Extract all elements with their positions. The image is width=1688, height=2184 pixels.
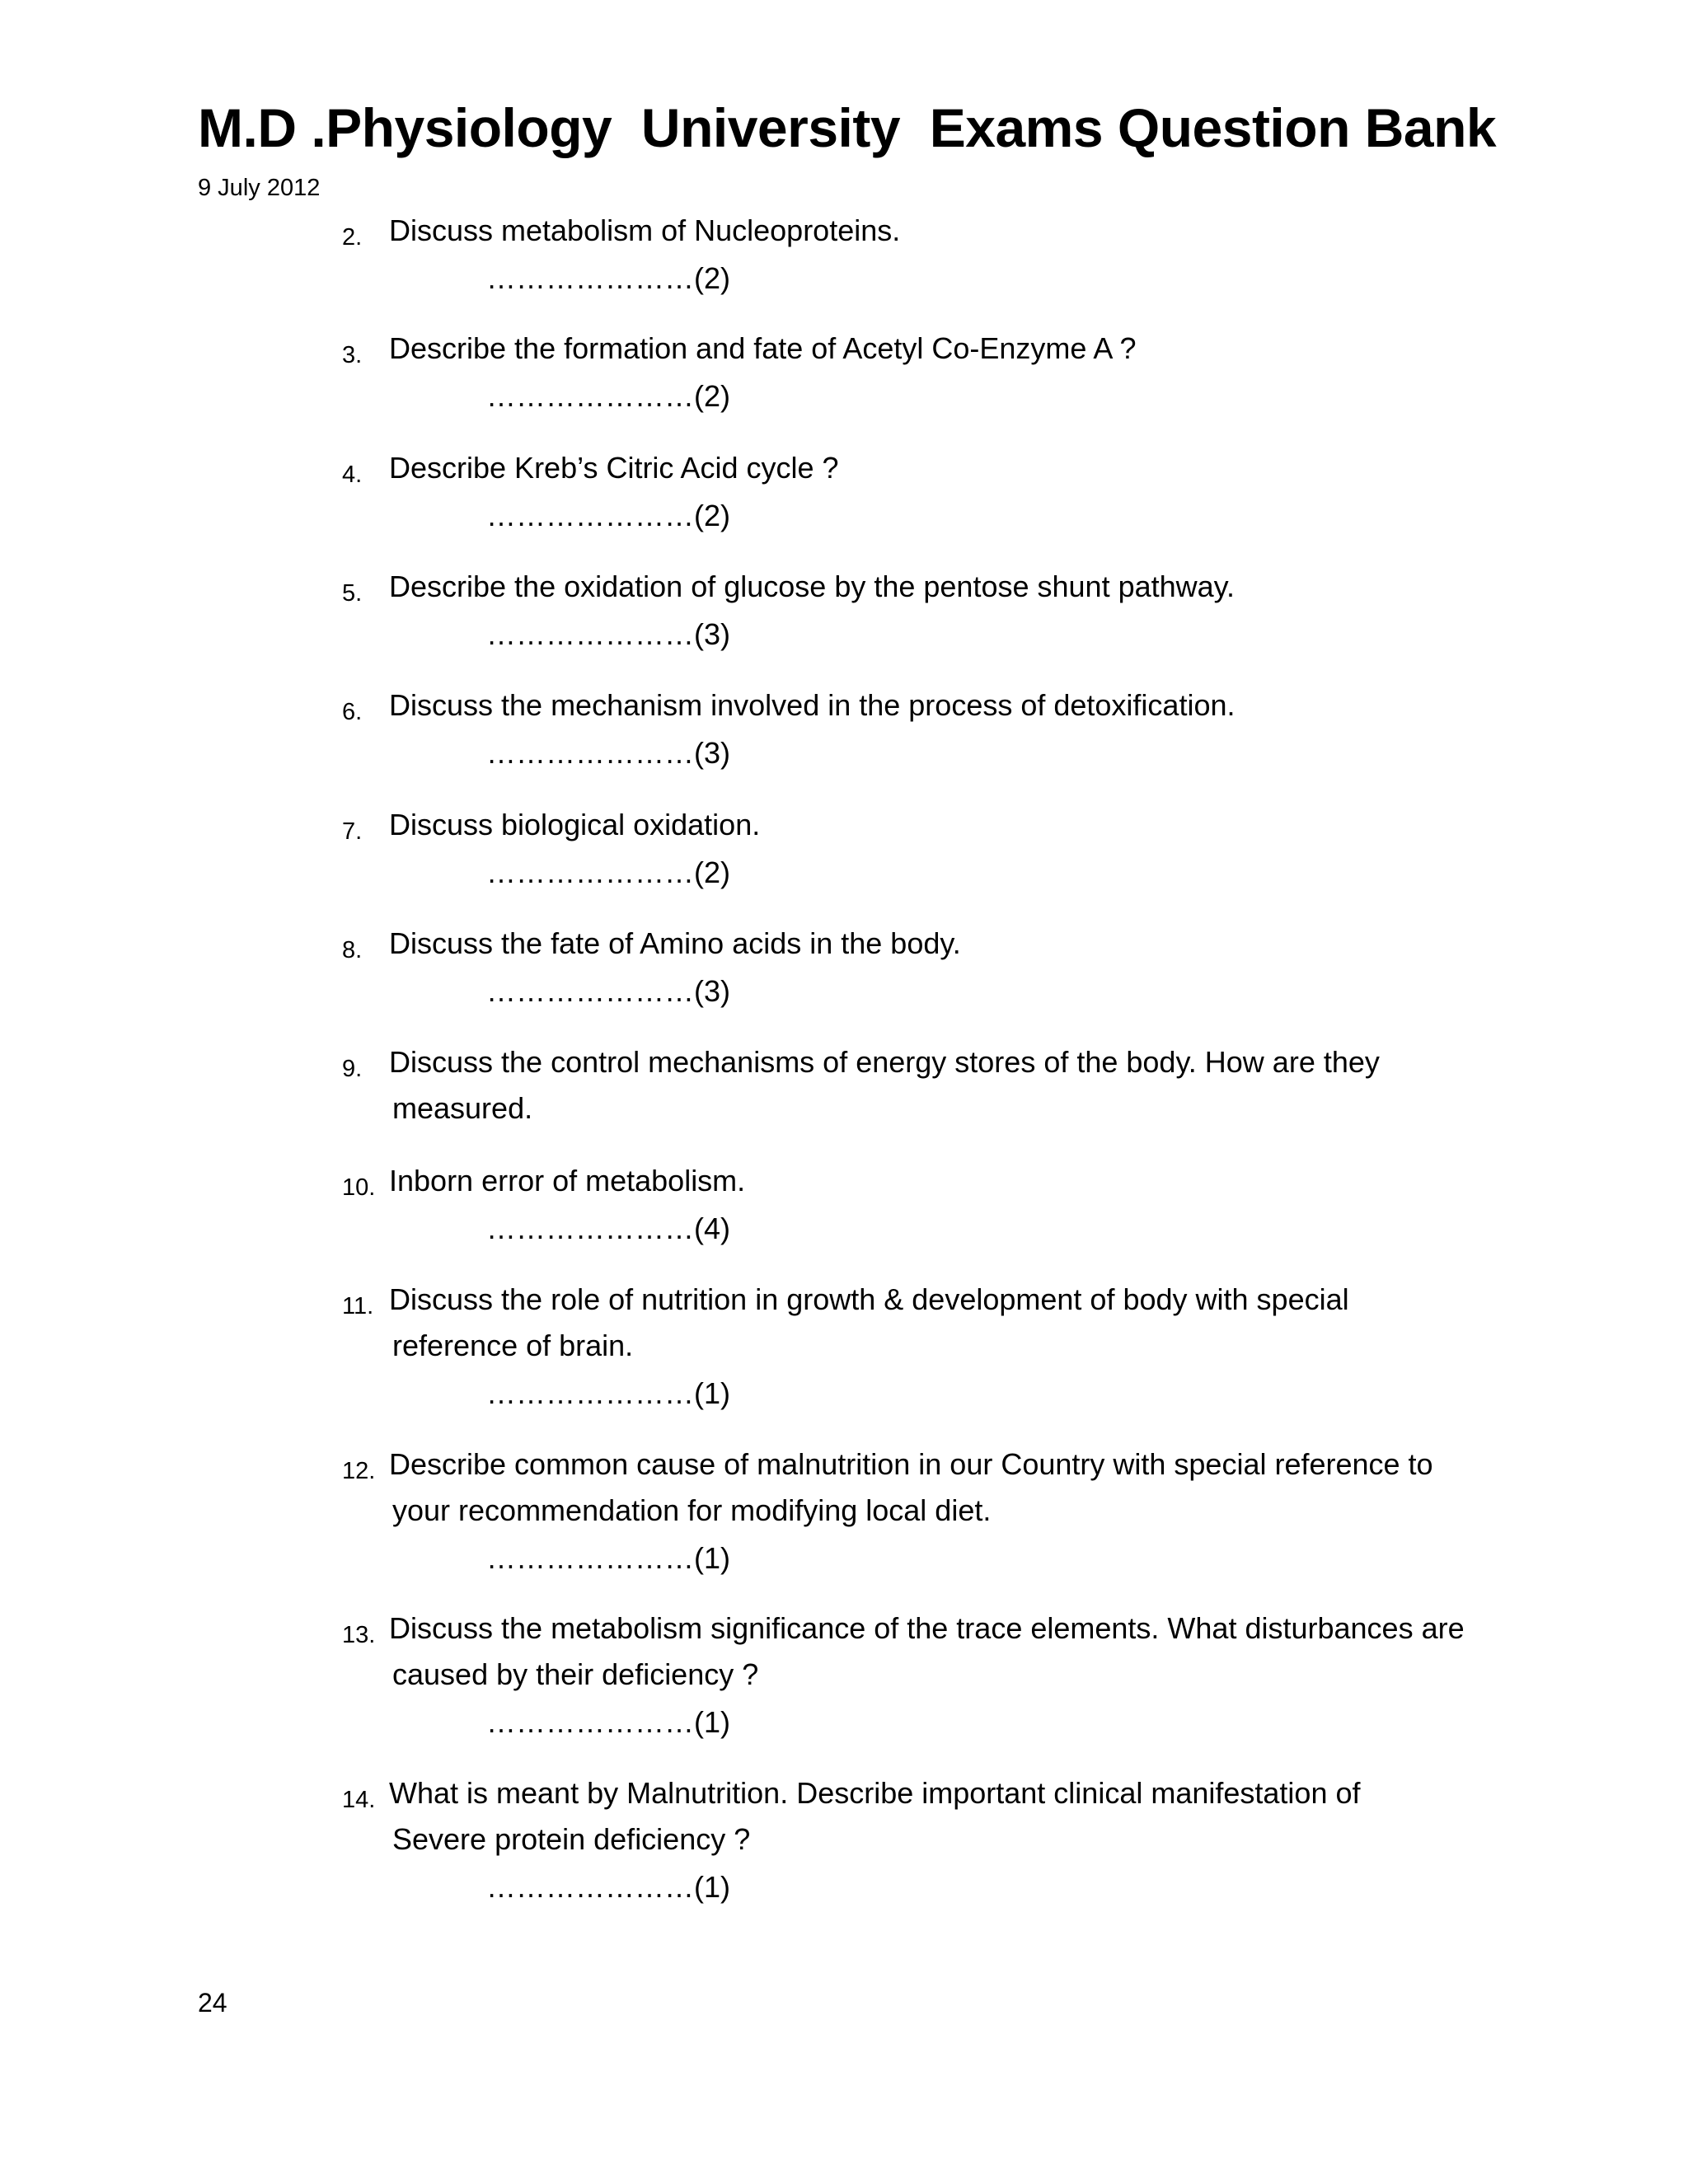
question-text-line: measured. — [392, 1091, 533, 1125]
question-number: 7. — [342, 818, 363, 845]
question-marks: …………………(2) — [486, 855, 730, 889]
question-text-line: Describe the oxidation of glucose by the pentose shunt pathway. — [389, 569, 1235, 603]
question-number: 2. — [342, 224, 363, 251]
question-text-line: Describe the formation and fate of Acetyl Co-Enzyme A ? — [389, 331, 1137, 365]
question-text-line: Discuss the metabolism significance of the trace elements. What disturbances are — [389, 1611, 1465, 1645]
question-number: 8. — [342, 937, 363, 963]
question-text-line: Discuss the fate of Amino acids in the body. — [389, 926, 961, 960]
question-text-line: caused by their deficiency ? — [392, 1657, 759, 1691]
question-marks: …………………(2) — [486, 261, 730, 295]
question-number: 14. — [342, 1787, 376, 1813]
question-number: 10. — [342, 1174, 376, 1201]
question-number: 6. — [342, 699, 363, 725]
question-text-line: Discuss biological oxidation. — [389, 808, 761, 841]
question-text-line: Inborn error of metabolism. — [389, 1164, 746, 1197]
question-text-line: Severe protein deficiency ? — [392, 1822, 751, 1856]
question-text-line: Describe Kreb’s Citric Acid cycle ? — [389, 451, 839, 485]
question-marks: …………………(1) — [486, 1376, 730, 1410]
question-marks: …………………(1) — [486, 1870, 730, 1904]
question-text-line: your recommendation for modifying local diet. — [392, 1493, 992, 1527]
question-number: 9. — [342, 1056, 363, 1082]
question-text-line: Discuss the control mechanisms of energy stores of the body. How are they — [389, 1045, 1380, 1079]
question-text-line: reference of brain. — [392, 1329, 634, 1362]
page-number: 24 — [198, 1988, 227, 2018]
question-text-line: Discuss the mechanism involved in the process of detoxification. — [389, 688, 1236, 722]
document-title: M.D .Physiology University Exams Question Bank — [198, 97, 1497, 158]
question-number: 5. — [342, 580, 363, 607]
question-text-line: What is meant by Malnutrition. Describe important clinical manifestation of — [389, 1776, 1361, 1810]
question-text-line: Discuss metabolism of Nucleoproteins. — [389, 213, 901, 247]
question-marks: …………………(1) — [486, 1541, 730, 1575]
question-marks: …………………(3) — [486, 736, 730, 770]
question-text-line: Describe common cause of malnutrition in our Country with special reference to — [389, 1447, 1433, 1481]
question-number: 4. — [342, 462, 363, 488]
question-marks: …………………(4) — [486, 1212, 730, 1245]
question-marks: …………………(3) — [486, 974, 730, 1008]
question-text-line: Discuss the role of nutrition in growth & development of body with special — [389, 1282, 1349, 1316]
question-marks: …………………(2) — [486, 499, 730, 532]
question-marks: …………………(3) — [486, 617, 730, 651]
question-number: 3. — [342, 342, 363, 368]
question-marks: …………………(1) — [486, 1705, 730, 1739]
question-number: 12. — [342, 1458, 376, 1484]
question-marks: …………………(2) — [486, 379, 730, 413]
question-number: 13. — [342, 1622, 376, 1648]
question-number: 11. — [342, 1293, 374, 1319]
document-date: 9 July 2012 — [198, 175, 321, 201]
